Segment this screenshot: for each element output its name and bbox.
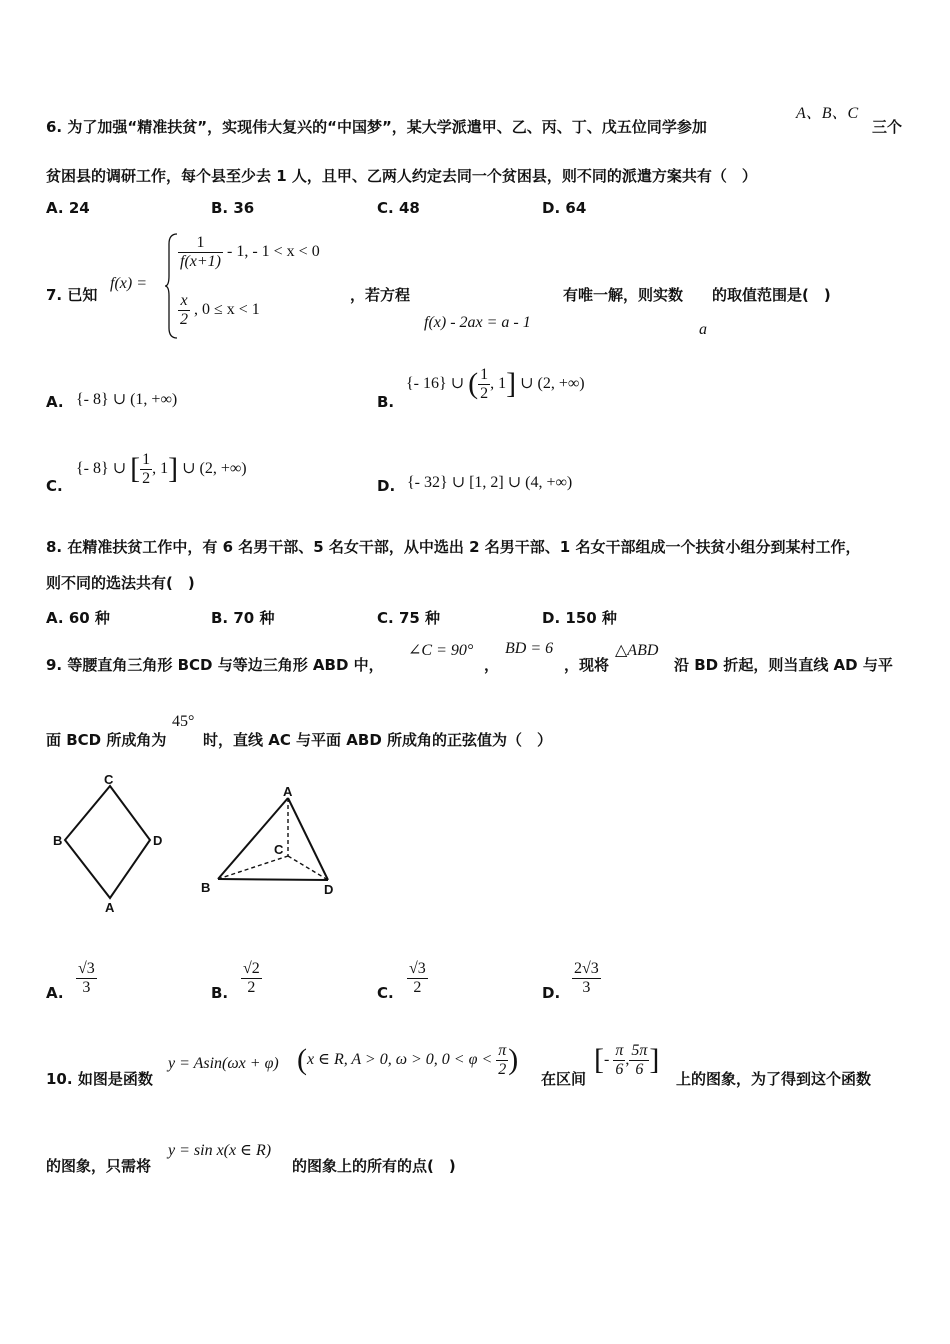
q6-line2: 贫困县的调研工作，每个县至少去 1 人，且甲、乙两人约定去同一个贫困县，则不同的派遣方案共有（ ） [46,167,757,185]
q9-option-a-letter: A. [46,984,64,1002]
q9-line1: 9. 等腰直角三角形 BCD 与等边三角形 ABD 中， [46,656,384,674]
q10-intro: 10. 如图是函数 [46,1070,153,1088]
q9-line2-b: 时，直线 AC 与平面 ABD 所成角的正弦值为（ ） [203,731,553,749]
q9-triangle: △ABD [615,642,659,659]
q10-interval: [- $\frac{\pi}{6}$ , $\frac{5\pi}{6}$ ] [594,1042,660,1078]
q6-text-a: 为了加强“精准扶贫”，实现伟大复兴的“中国梦”，某大学派遣甲、乙、丙、丁、戊五位同学参加 [67,118,707,136]
q7-option-d: {- 32} ∪ [1, 2] ∪ (4, +∞) [407,474,573,491]
q7-range: 的取值范围是( ) [712,286,831,304]
figure1-label-d: D [153,833,163,848]
figure2-label-d: D [324,882,334,897]
q6-abc: A、B、C [796,105,859,122]
q8-line2: 则不同的选法共有( ) [46,574,195,592]
figure2-label-b: B [201,880,211,895]
q8-option-d: D. 150 种 [542,609,617,627]
q9-figure-tetrahedron [196,782,346,900]
q7-option-c: {- 8} ∪ [ $\frac{1}{2}$ , 1] ∪ (2, +∞) [76,451,247,487]
figure1-label-c: C [104,772,114,787]
q7-fx: f(x) = [110,275,147,292]
q7-case2: $\frac{x}{2}$ , 0 ≤ x < 1 [180,292,260,328]
q9-option-b-letter: B. [211,984,229,1002]
q6-option-c: C. 48 [377,199,420,217]
q6-number: 6. [46,118,63,136]
q10-func: y = Asin(ωx + φ) [168,1055,279,1072]
q8-option-c: C. 75 种 [377,609,441,627]
q7-option-a: {- 8} ∪ (1, +∞) [76,391,178,408]
figure1-label-a: A [105,900,115,915]
left-brace-icon [165,232,179,340]
q6-option-a: A. 24 [46,199,90,217]
q10-line2-a: 的图象，只需将 [46,1157,152,1175]
q10-line2-b: 的图象上的所有的点( ) [292,1157,456,1175]
q9-option-a: $\frac{√3}{3}$ [78,960,95,996]
q10-sinx: y = sin x(x ∈ R) [168,1142,272,1159]
figure1-label-b: B [53,833,63,848]
q7-option-d-letter: D. [377,477,396,495]
q7-case1: $\frac{1}{f(x+1)}$ - 1, - 1 < x < 0 [180,234,320,270]
q8-option-a: A. 60 种 [46,609,110,627]
q9-comma: ， [484,656,500,674]
q9-line2-a: 面 BCD 所成角为 [46,731,167,749]
q9-figure-square [50,772,170,917]
q7-option-a-letter: A. [46,393,64,411]
q10-text-b: 上的图象，为了得到这个函数 [676,1070,872,1088]
q9-text-b: ，现将 [564,656,610,674]
q7-intro: 7. 已知 [46,286,98,304]
q6-option-d: D. 64 [542,199,587,217]
figure2-label-c: C [274,842,284,857]
q9-text-c: 沿 BD 折起，则当直线 AD 与平 [674,656,893,674]
q9-option-d: $\frac{2√3}{3}$ [574,960,599,996]
q6-line1 [46,116,707,137]
q10-condition: (x ∈ R, A > 0, ω > 0, 0 < φ < $\frac{\pi}{2}$ ) [297,1042,519,1078]
q9-option-d-letter: D. [542,984,561,1002]
q9-deg45: 45° [172,713,195,730]
q7-option-b-letter: B. [377,393,395,411]
q10-interval-text: 在区间 [541,1070,587,1088]
q8-line1: 8. 在精准扶贫工作中，有 6 名男干部、5 名女干部，从中选出 2 名男干部、1 名女干部组成一个扶贫小组分到某村工作， [46,538,861,556]
q7-unique: 有唯一解，则实数 [563,286,684,304]
q9-option-c-letter: C. [377,984,394,1002]
figure2-label-a: A [283,784,293,799]
q8-option-b: B. 70 种 [211,609,275,627]
q6-text-b: 三个 [872,118,903,136]
q9-option-b: $\frac{√2}{2}$ [243,960,260,996]
q7-option-b: {- 16} ∪ ( $\frac{1}{2}$ , 1] ∪ (2, +∞) [406,366,585,402]
q7-var-a: a [699,321,707,338]
q7-equation: f(x) - 2ax = a - 1 [424,314,531,331]
q9-bd: BD = 6 [505,640,554,657]
q9-option-c: $\frac{√3}{2}$ [409,960,426,996]
q7-option-c-letter: C. [46,477,63,495]
q7-if-eq: ，若方程 [350,286,411,304]
q9-angle: ∠C = 90° [408,642,474,659]
q6-option-b: B. 36 [211,199,255,217]
q7-piecewise [165,232,179,344]
